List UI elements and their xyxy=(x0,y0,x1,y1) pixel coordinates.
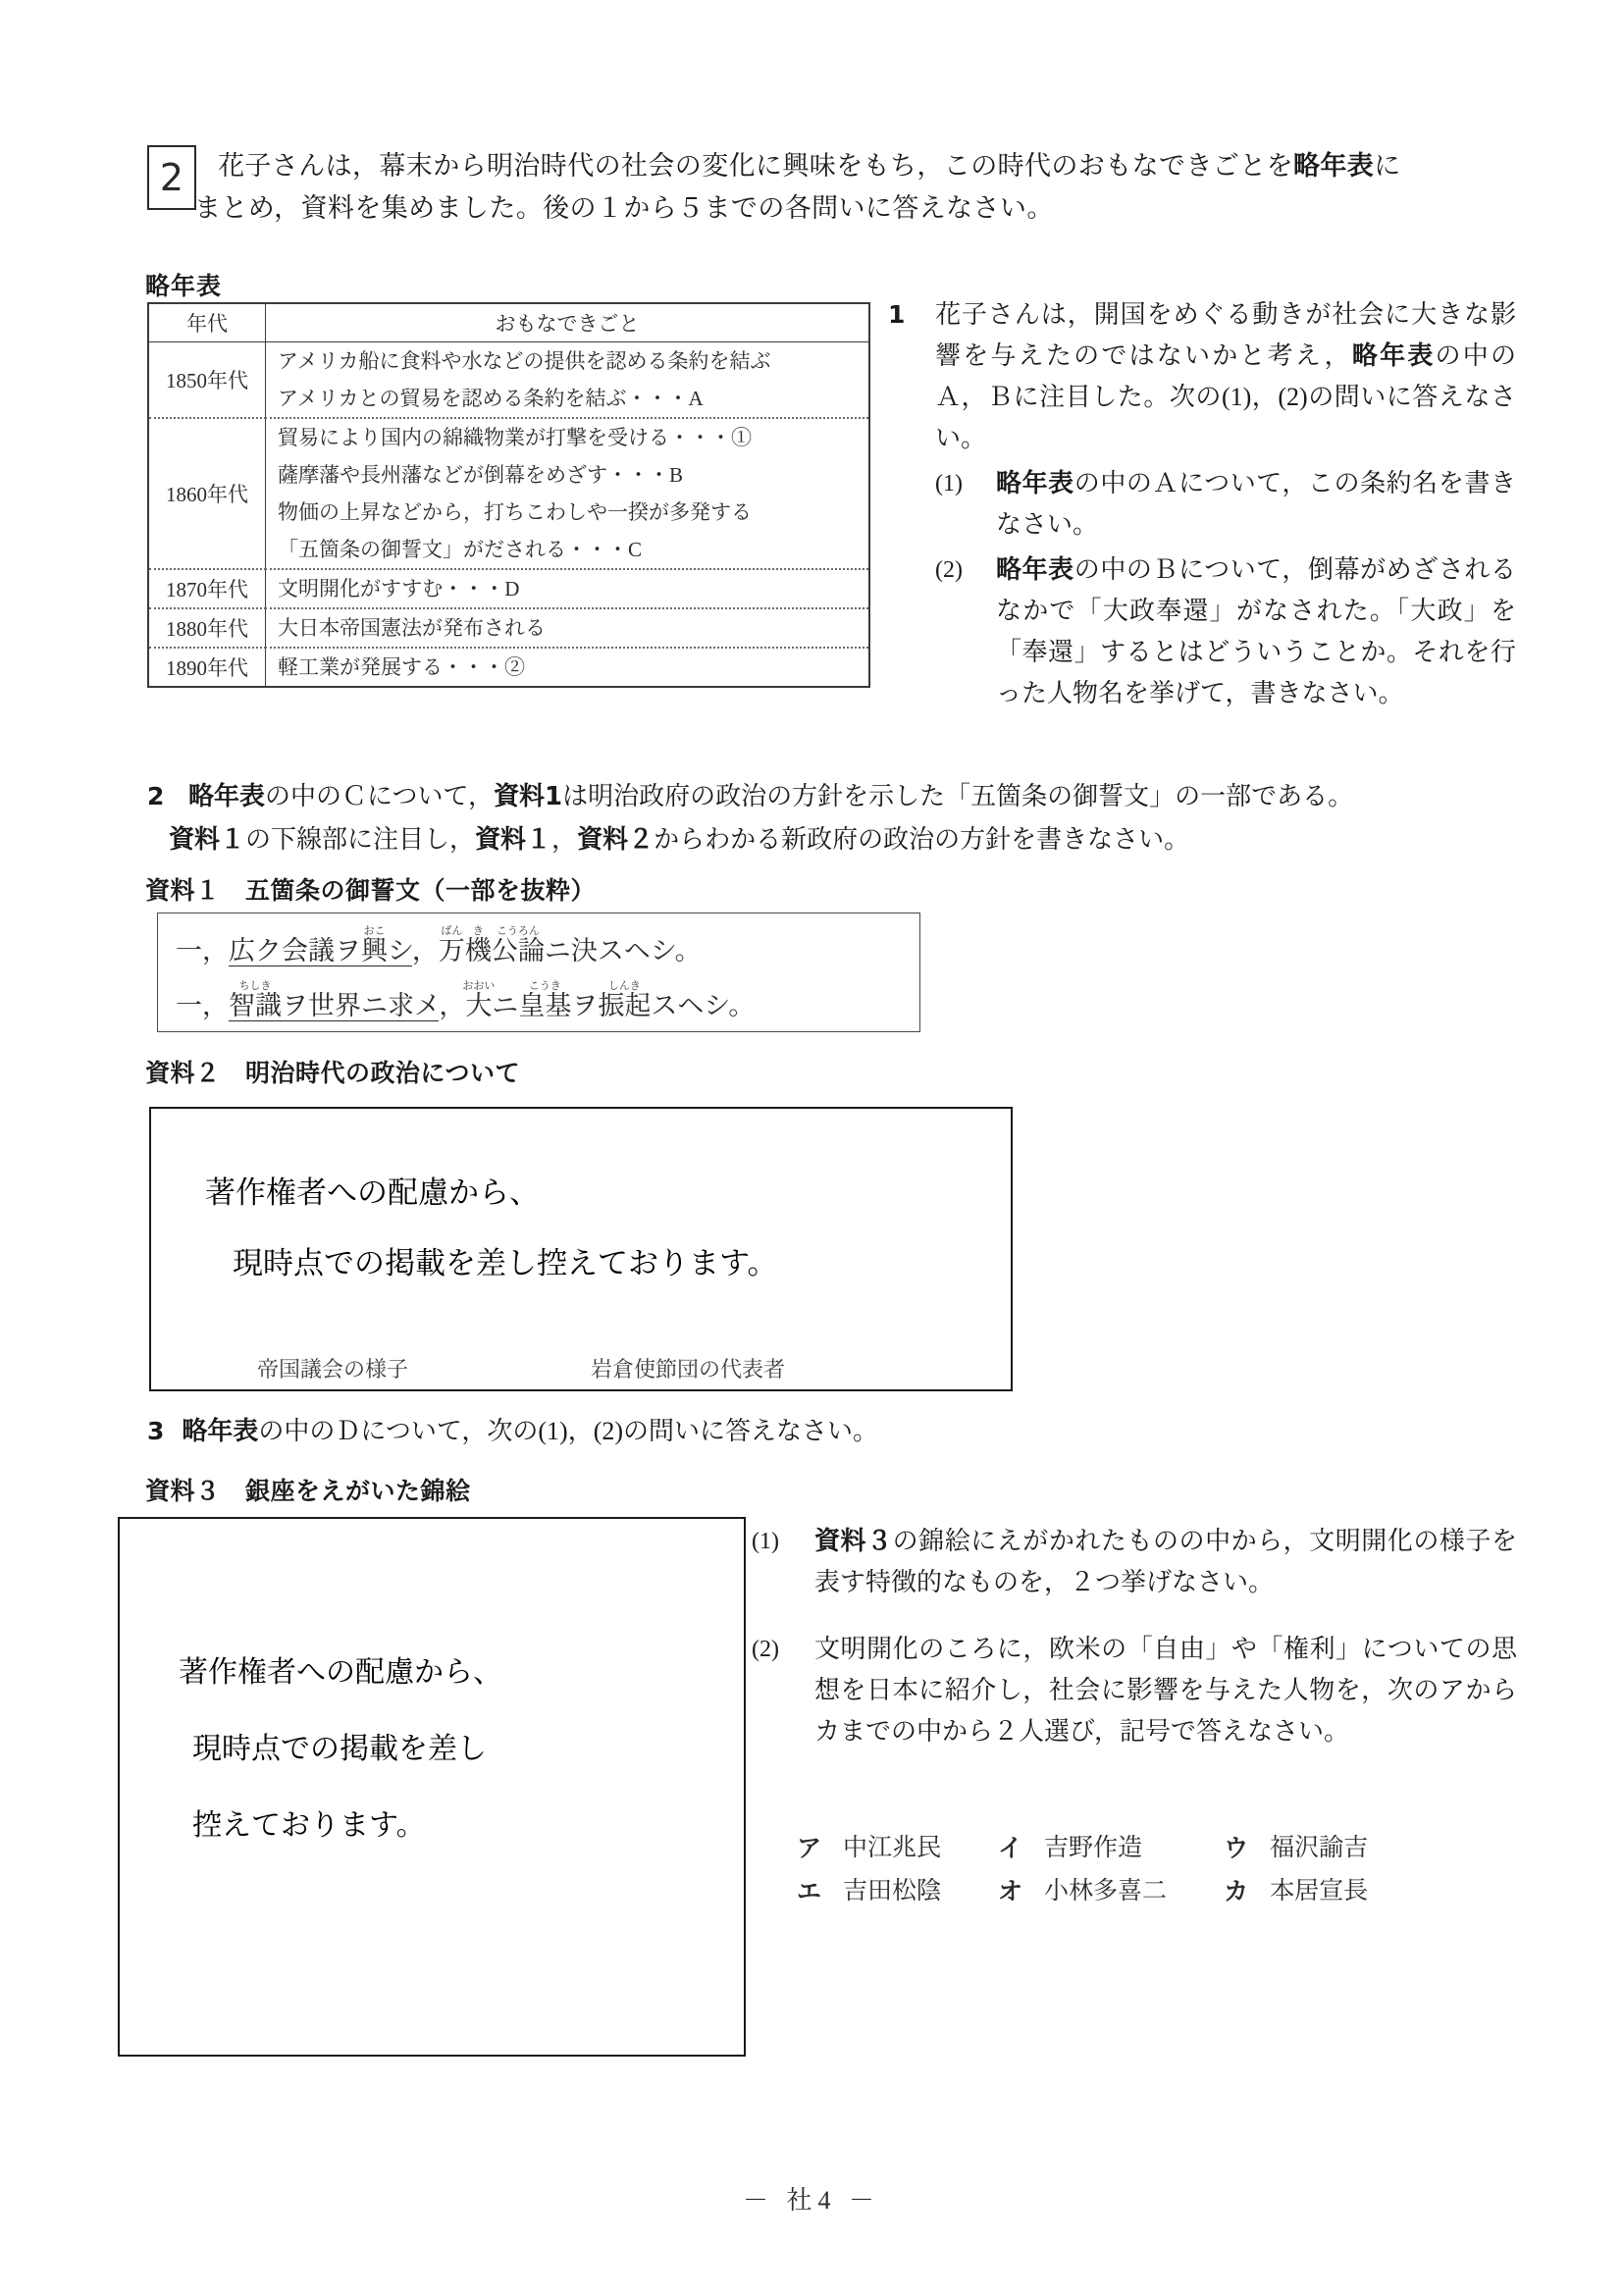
seg: 広ク会議ヲ xyxy=(229,936,361,965)
question-1-text-a: 花子さんは，開国をめぐる動きが社会に大きな影響を与えたのではないかと考え， xyxy=(935,300,1516,370)
sub-bold: 資料３ xyxy=(814,1527,893,1556)
choice-mark-u[interactable]: ウ xyxy=(1224,1834,1249,1862)
sub-text xyxy=(814,1629,1517,1752)
shiryo1-label: 資料１ 五箇条の御誓文（一部を抜粋） xyxy=(145,876,597,905)
page-footer: － 社4 － xyxy=(742,2186,880,2215)
question-3-bold: 略年表 xyxy=(182,1417,259,1446)
cell-era: 1850年代 xyxy=(148,342,266,419)
cell-events xyxy=(266,418,870,569)
event-line: アメリカ船に食料や水などの提供を認める条約を結ぶ xyxy=(278,349,771,373)
sub-text xyxy=(996,549,1516,714)
header-line2: まとめ，資料を集めました。後の１から５までの各問いに答えなさい。 xyxy=(194,193,1054,223)
choice-name-e[interactable]: 吉田松陰 xyxy=(843,1878,942,1905)
sub-number: (2) xyxy=(752,1637,779,1662)
question-1-body xyxy=(935,294,1516,459)
sub-rest: の中のＡについて，この条約名を書きなさい。 xyxy=(996,469,1516,539)
ruby-text: き xyxy=(464,925,492,937)
seg: 智識 xyxy=(229,991,282,1020)
question-number-box: 2 xyxy=(147,145,196,210)
choice-mark-o[interactable]: オ xyxy=(998,1877,1023,1905)
event-line: アメリカとの貿易を認める条約を結ぶ・・・A xyxy=(278,387,704,410)
choice-name-o[interactable]: 小林多喜二 xyxy=(1044,1878,1168,1905)
sub-number: (1) xyxy=(752,1529,779,1554)
table-row xyxy=(148,648,869,687)
question-2-body xyxy=(169,775,1516,861)
ruby-text: こうき xyxy=(518,980,572,992)
question-3-sub-2 xyxy=(752,1629,1517,1752)
ruby-chishiki xyxy=(229,980,282,1020)
table-row xyxy=(148,418,869,569)
shiryo2-captions xyxy=(151,1353,1011,1383)
shiryo1-box xyxy=(157,913,920,1032)
notice-line-1: 著作権者への配慮から、 xyxy=(179,1656,502,1689)
ruby-kouron xyxy=(491,925,545,965)
shiryo2-label: 資料２ 明治時代の政治について xyxy=(145,1059,521,1087)
sub-text xyxy=(996,463,1516,546)
q2-text-2f: からわかる新政府の政治の方針を書きなさい。 xyxy=(654,825,1190,854)
q2-text-2b: の下線部に注目し， xyxy=(245,825,476,854)
ruby-text: こうろん xyxy=(491,925,545,937)
choice-name-a[interactable]: 中江兆民 xyxy=(843,1835,942,1861)
table-row xyxy=(148,569,869,608)
sub-rest: の中のＢについて，倒幕がめざされるなかで「大政奉還」がなされた。「大政」を「奉還」するとはどういうことか。それを行った人物名を挙げて，書きなさい。 xyxy=(996,555,1516,707)
cell-era: 1890年代 xyxy=(148,648,266,687)
ruby-okoshi xyxy=(361,925,388,965)
cell-era: 1880年代 xyxy=(148,608,266,648)
sub-rest: 文明開化のころに，欧米の「自由」や「権利」についての思想を日本に紹介し，社会に影響を与えた人物を，次のアからカまでの中から２人選び，記号で答えなさい。 xyxy=(814,1635,1517,1746)
shiryo3-image-placeholder xyxy=(118,1517,746,2057)
sub-number: (2) xyxy=(935,557,963,583)
ruby-text: しんき xyxy=(598,980,652,992)
shiryo3-copyright-notice xyxy=(120,1519,744,1864)
ruby-ban xyxy=(438,925,465,965)
choice-name-ka[interactable]: 本居宣長 xyxy=(1270,1878,1369,1905)
column-header-era: 年代 xyxy=(148,303,266,342)
ruby-shinki xyxy=(598,980,652,1020)
ruby-ki xyxy=(464,925,492,965)
chronology-body xyxy=(148,342,869,688)
seg: 公論 xyxy=(491,936,545,965)
ruby-text: おおい xyxy=(462,980,496,992)
question-1-text-b: の中のＡ，Ｂに注目した。次の(1)，(2)の問いに答えなさい。 xyxy=(935,341,1516,452)
event-line: 文明開化がすすむ・・・D xyxy=(278,577,520,600)
seg: 皇基 xyxy=(518,991,572,1020)
line2-comma: ， xyxy=(439,991,466,1020)
seg: ニ xyxy=(492,991,519,1020)
event-line: 軽工業が発展する・・・② xyxy=(278,655,525,679)
notice-line-2: 現時点での掲載を差し控えております。 xyxy=(233,1246,778,1280)
question-3-sub-1 xyxy=(752,1521,1517,1603)
choices-row-2 xyxy=(797,1870,1368,1913)
q2-text-1d: は明治政府の政治の方針を示した「五箇条の御誓文」の一部である。 xyxy=(562,782,1354,810)
choice-mark-a[interactable]: ア xyxy=(797,1834,822,1862)
notice-line-1: 著作権者への配慮から、 xyxy=(205,1175,540,1210)
question-1-block xyxy=(888,294,1516,714)
seg: ヲ世界ニ求メ xyxy=(282,991,440,1020)
header-line1-bold: 略年表 xyxy=(1293,151,1375,182)
ruby-ooi xyxy=(462,980,496,1020)
ruby-text: ばん xyxy=(438,925,465,937)
choices-table xyxy=(797,1827,1368,1913)
caption-iwakura-mission: 岩倉使節団の代表者 xyxy=(591,1357,786,1382)
question-3-block xyxy=(147,1411,878,1452)
q2-text-1b: の中のＣについて， xyxy=(265,782,494,810)
line1-comma: ， xyxy=(411,936,439,965)
q2-bold-shiryo2: 資料２ xyxy=(577,825,654,855)
seg: 機 xyxy=(464,936,492,965)
sub-bold: 略年表 xyxy=(996,555,1074,585)
question-header xyxy=(147,145,1511,230)
seg: 大 xyxy=(462,991,496,1020)
question-3-number: 3 xyxy=(147,1417,165,1445)
seg: 万 xyxy=(438,936,465,965)
sub-bold: 略年表 xyxy=(996,469,1074,498)
question-3-text: の中のＤについて，次の(1)，(2)の問いに答えなさい。 xyxy=(258,1417,879,1445)
seg: ヲ xyxy=(571,991,599,1020)
line2-prefix: 一， xyxy=(176,991,229,1020)
caption-teikoku-gikai: 帝国議会の様子 xyxy=(257,1357,409,1382)
question-1-sub-2 xyxy=(935,549,1516,714)
event-line: 「五箇条の御誓文」がだされる・・・C xyxy=(278,538,643,561)
shiryo2-image-placeholder xyxy=(149,1107,1013,1391)
q2-text-2d: ， xyxy=(551,825,578,854)
table-row xyxy=(148,342,869,419)
question-header-text xyxy=(194,145,1511,230)
seg: 興 xyxy=(361,936,388,965)
seg: スヘシ。 xyxy=(651,991,756,1020)
event-line: 貿易により国内の綿織物業が打撃を受ける・・・① xyxy=(278,426,752,449)
sub-number: (1) xyxy=(935,471,963,496)
q2-bold-shiryo1-c: 資料１ xyxy=(475,825,552,855)
answer-choices xyxy=(797,1827,1368,1913)
event-line: 薩摩藩や長州藩などが倒幕をめざす・・・B xyxy=(278,463,684,487)
chronology-label: 略年表 xyxy=(145,272,223,300)
cell-era: 1860年代 xyxy=(148,418,266,569)
chronology-head xyxy=(148,303,869,342)
header-line1-a: 花子さんは，幕末から明治時代の社会の変化に興味をもち，この時代のおもなできごとを xyxy=(218,151,1293,181)
cell-events xyxy=(266,608,870,648)
cell-events xyxy=(266,569,870,608)
question-2-block xyxy=(147,775,1516,861)
line1-underlined xyxy=(229,925,412,966)
ruby-text: おこ xyxy=(361,925,388,937)
seg: 振起 xyxy=(598,991,652,1020)
question-1-sub-1 xyxy=(935,463,1516,546)
q2-bold-shiryo1-b: 資料１ xyxy=(169,825,246,855)
choice-mark-i[interactable]: イ xyxy=(998,1834,1023,1862)
chronology-table xyxy=(147,302,870,688)
cell-events xyxy=(266,342,870,419)
question-1-number: 1 xyxy=(888,300,906,329)
choice-name-i[interactable]: 吉野作造 xyxy=(1044,1835,1143,1861)
q2-bold-shiryo1: 資料1 xyxy=(493,782,563,811)
notice-line-2: 現時点での掲載を差し xyxy=(192,1733,487,1765)
shiryo2-copyright-notice xyxy=(151,1109,1011,1299)
seg: ニ決スヘシ。 xyxy=(544,936,702,965)
charter-oath-line-2 xyxy=(176,978,919,1033)
seg: シ xyxy=(388,936,412,965)
ruby-kouki xyxy=(518,980,572,1020)
sub-rest: の錦絵にえがかれたものの中から，文明開化の様子を表す特徴的なものを，２つ挙げなさい。 xyxy=(814,1527,1517,1596)
question-2-number: 2 xyxy=(147,782,165,810)
q2-bold-ryakunenpyo: 略年表 xyxy=(188,782,266,811)
line1-prefix: 一， xyxy=(176,936,229,965)
shiryo3-label: 資料３ 銀座をえがいた錦絵 xyxy=(145,1477,471,1505)
header-line1-tail: に xyxy=(1374,151,1401,181)
cell-era: 1870年代 xyxy=(148,569,266,608)
event-line: 物価の上昇などから，打ちこわしや一揆が多発する xyxy=(278,500,752,524)
choice-mark-ka[interactable]: カ xyxy=(1224,1877,1249,1905)
table-header-row xyxy=(148,303,869,342)
choices-row-1 xyxy=(797,1827,1368,1870)
column-header-event: おもなできごと xyxy=(266,303,870,342)
notice-line-3: 控えております。 xyxy=(192,1809,426,1842)
line2-underlined xyxy=(229,980,440,1021)
question-1-bold-1: 略年表 xyxy=(1351,341,1436,371)
cell-events xyxy=(266,648,870,687)
question-3-subitems xyxy=(752,1517,1517,1778)
ruby-text: ちしき xyxy=(229,980,282,992)
choice-mark-e[interactable]: エ xyxy=(797,1877,822,1905)
sub-text xyxy=(814,1521,1517,1603)
choice-name-u[interactable]: 福沢諭吉 xyxy=(1270,1835,1369,1861)
q2-line2 xyxy=(169,818,1516,861)
question-1-subitems xyxy=(935,463,1516,714)
table-row xyxy=(148,608,869,648)
charter-oath-line-1 xyxy=(176,923,919,978)
event-line: 大日本帝国憲法が発布される xyxy=(278,616,546,640)
